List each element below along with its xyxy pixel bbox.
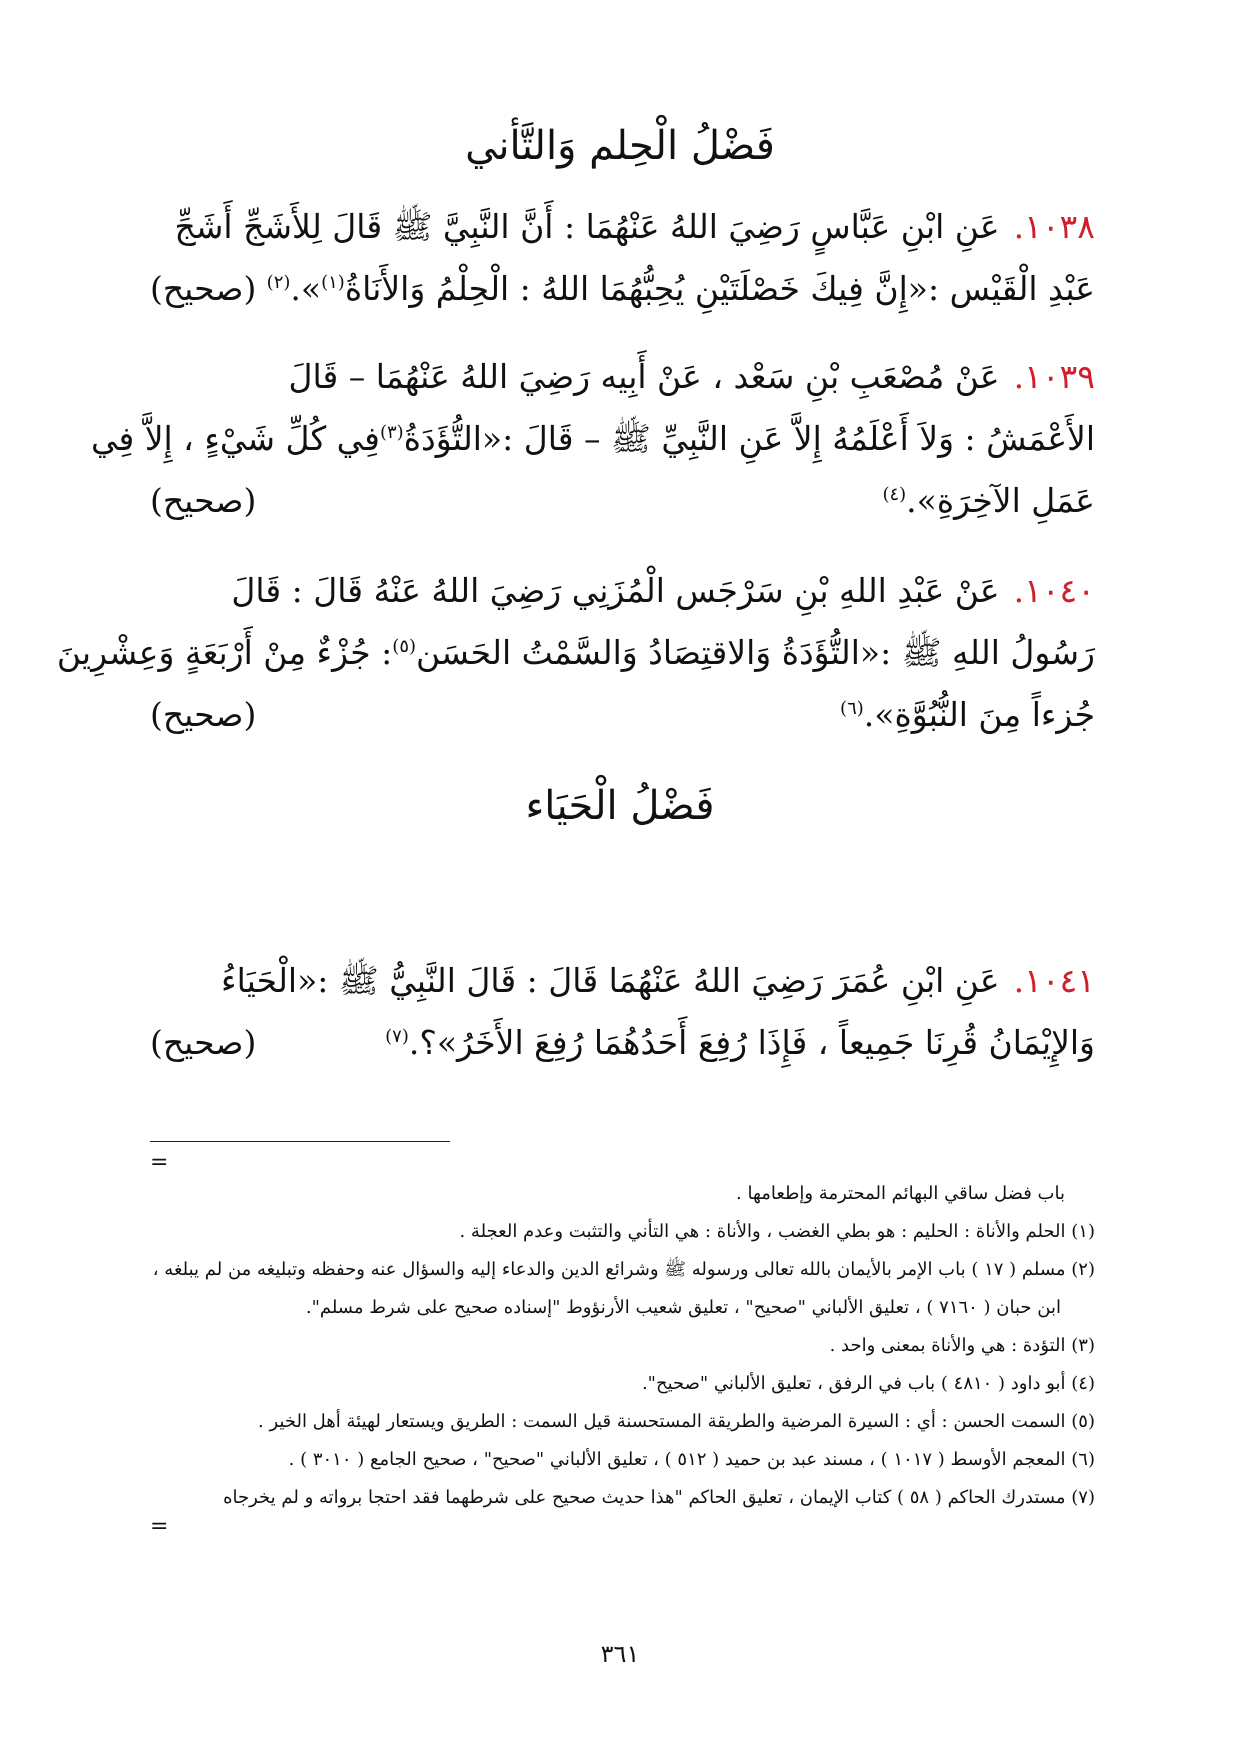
hadith-line [150, 1012, 1095, 1074]
hadith-text: ». [290, 269, 322, 308]
grade-label: (صحيح) [150, 695, 257, 734]
footnote-separator [150, 1141, 450, 1142]
hadith-text: عَبْدِ الْقَيْس :«إِنَّ فِيكَ خَصْلَتَيْنِ يُحِبُّهُمَا اللهُ : الْحِلْمُ وَالأَنَاةُ [344, 269, 1095, 308]
hadith-line [150, 196, 1095, 258]
hadith-1040 [56, 560, 1095, 746]
section-heading-forbearance: فَضْلُ الْحِلم وَالتَّأني [465, 123, 775, 169]
continuation-mark: = [150, 1514, 169, 1539]
footnote-ref[interactable]: (١) [321, 272, 345, 293]
hadith-line [90, 408, 1095, 470]
section-heading-modesty: فَضْلُ الْحَيَاء [525, 783, 715, 829]
footnote: (١) الحلم والأناة : الحليم : هو بطي الغضب ، والأناة : هي التأني والتثبت وعدم العجلة . [459, 1221, 1095, 1242]
grade-label: (صحيح) [150, 481, 257, 520]
footnote-ref[interactable]: (٢) [266, 272, 291, 293]
grade-label: (صحيح) [150, 1023, 257, 1062]
hadith-text: عَنْ عَبْدِ اللهِ بْنِ سَرْجَس الْمُزَنِي رَضِيَ اللهُ عَنْهُ قَالَ : قَالَ [231, 571, 1000, 610]
hadith-1039 [90, 346, 1095, 532]
hadith-text: وَالإِيْمَانُ قُرِنَا جَمِيعاً ، فَإِذَا رُفِعَ أَحَدُهُمَا رُفِعَ الأَخَرُ»؟. [408, 1023, 1095, 1062]
hadith-line [150, 346, 1095, 408]
hadith-text: جُزءاً مِنَ النُّبُوَّةِ». [863, 695, 1095, 734]
hadith-line [150, 470, 1095, 532]
footnote: (٤) أبو داود ( ٤٨١٠ ) باب في الرفق ، تعليق الألباني "صحيح". [641, 1373, 1095, 1394]
hadith-number: ١٠٣٩. [1013, 357, 1095, 396]
hadith-line [150, 684, 1095, 746]
footnotes [150, 1176, 1095, 1606]
page-number: ٣٦١ [600, 1640, 640, 1668]
hadith-number: ١٠٤١. [1013, 961, 1095, 1000]
hadith-line [56, 622, 1095, 684]
hadith-line [150, 560, 1095, 622]
footnote: (٢) مسلم ( ١٧ ) باب الإمر بالأيمان بالله تعالى ورسوله ﷺ وشرائع الدين والدعاء إليه والسؤال عنه وحفظه وتبليغه من لم يبلغه ، [152, 1259, 1095, 1280]
continuation-mark: = [150, 1150, 169, 1175]
hadith-text: رَسُولُ اللهِ ﷺ :«التُّؤَدَةُ وَالاقتِصَادُ وَالسَّمْتُ الحَسَن [416, 633, 1095, 672]
footnote: (٣) التؤدة : هي والأناة بمعنى واحد . [829, 1335, 1095, 1356]
hadith-text: : جُزْءٌ مِنْ أَرْبَعَةٍ وَعِشْرِينَ [56, 633, 393, 672]
footnote: (٥) السمت الحسن : أي : السيرة المرضية والطريقة المستحسنة قيل السمت : الطريق ويستعار لهيئة أهل الخير . [258, 1411, 1095, 1432]
hadith-text: فِي كُلِّ شَيْءٍ ، إِلاَّ فِي [90, 419, 380, 458]
footnote-ref[interactable]: (٧) [385, 1026, 409, 1047]
hadith-line [150, 258, 1095, 320]
hadith-text: عَنِ ابْنِ عُمَرَ رَضِيَ اللهُ عَنْهُمَا قَالَ : قَالَ النَّبِيُّ ﷺ :«الْحَيَاءُ [221, 961, 1000, 1000]
hadith-text: عَمَلِ الآخِرَةِ». [906, 481, 1095, 520]
grade-label: (صحيح) [150, 269, 257, 308]
hadith-number: ١٠٣٨. [1013, 207, 1095, 246]
footnote-ref[interactable]: (٣) [379, 422, 404, 443]
hadith-1041 [150, 950, 1095, 1074]
hadith-text: عَنْ مُصْعَبِ بْنِ سَعْد ، عَنْ أَبِيه رَضِيَ اللهُ عَنْهُمَا – قَالَ [288, 357, 1000, 396]
footnote-ref[interactable]: (٤) [882, 484, 907, 505]
hadith-1038 [150, 196, 1095, 320]
footnote: باب فضل ساقي البهائم المحترمة وإطعامها . [736, 1183, 1065, 1204]
hadith-text: عَنِ ابْنِ عَبَّاسٍ رَضِيَ اللهُ عَنْهُمَا : أَنَّ النَّبِيَّ ﷺ قَالَ لِلأَشَجِّ أَشَجِّ [174, 207, 1000, 246]
footnote: ابن حبان ( ٧١٦٠ ) ، تعليق الألباني "صحيح" ، تعليق شعيب الأرنؤوط "إسناده صحيح على شرط مسلم". [305, 1297, 1061, 1318]
footnote: (٦) المعجم الأوسط ( ١٠١٧ ) ، مسند عبد بن حميد ( ٥١٢ ) ، تعليق الألباني "صحيح" ، صحيح الجامع ( ٣٠١٠ ) . [288, 1449, 1095, 1470]
footnote-ref[interactable]: (٦) [840, 698, 864, 719]
footnote-ref[interactable]: (٥) [392, 636, 417, 657]
hadith-number: ١٠٤٠. [1013, 571, 1095, 610]
hadith-text: الأَعْمَشُ : وَلاَ أَعْلَمُهُ إِلاَّ عَنِ النَّبِيِّ ﷺ – قَالَ :«التُّؤَدَةُ [403, 419, 1095, 458]
hadith-line [150, 950, 1095, 1012]
footnote: (٧) مستدرك الحاكم ( ٥٨ ) كتاب الإيمان ، تعليق الحاكم "هذا حديث صحيح على شرطهما فقد احتجا برواته و لم يخرجاه [223, 1487, 1095, 1508]
